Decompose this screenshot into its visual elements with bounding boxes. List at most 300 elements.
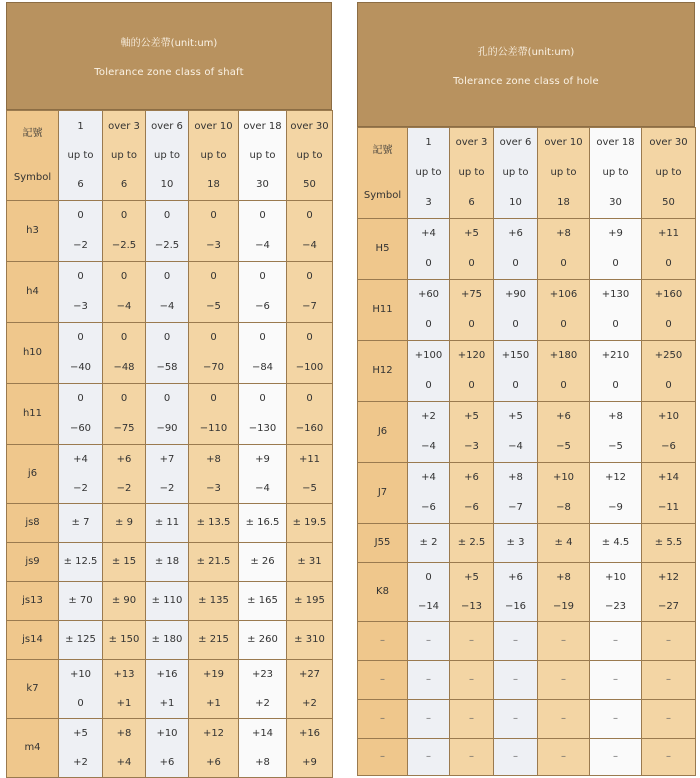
hole-tolerance-cell — [590, 700, 642, 739]
hole-symbol-cell-line: – — [380, 751, 385, 762]
hole-tolerance-cell-line: −9 — [608, 502, 623, 513]
shaft-tolerance-cell-line: 0 — [120, 271, 128, 282]
hole-tolerance-cell-line: +106 — [549, 289, 578, 300]
hole-tolerance-cell — [590, 219, 642, 280]
shaft-symbol-cell-line: h10 — [22, 347, 43, 358]
hole-tolerance-cell-line: +5 — [464, 411, 479, 422]
hole-size-range-header-line: up to — [415, 167, 442, 178]
shaft-tolerance-cell — [103, 323, 146, 384]
hole-tolerance-cell — [494, 563, 538, 622]
hole-tolerance-cell-line: −19 — [552, 601, 575, 612]
shaft-tolerance-cell-line: 0 — [163, 210, 171, 221]
shaft-symbol-cell — [7, 660, 59, 719]
shaft-tolerance-cell-line: +2 — [73, 757, 88, 768]
shaft-tolerance-cell-line: −4 — [159, 301, 175, 312]
hole-size-range-header — [642, 128, 696, 219]
hole-size-range-header — [408, 128, 450, 219]
hole-title-zh: 孔的公差帶(unit:um) — [477, 46, 575, 58]
hole-tolerance-cell-line: – — [469, 635, 474, 646]
shaft-tolerance-cell — [146, 543, 189, 582]
hole-tolerance-cell-line: +5 — [464, 228, 479, 239]
hole-size-range-header-line: 6 — [468, 197, 475, 208]
shaft-tolerance-cell — [59, 719, 103, 778]
shaft-tolerance-cell — [239, 384, 287, 445]
hole-symbol-cell-line: J7 — [377, 487, 388, 498]
hole-tolerance-panel — [357, 2, 695, 776]
shaft-tolerance-cell-line: +4 — [73, 454, 88, 465]
hole-tolerance-cell-line: +5 — [464, 572, 479, 583]
shaft-tolerance-cell — [239, 582, 287, 621]
hole-tolerance-table — [357, 127, 696, 776]
shaft-symbol-cell — [7, 384, 59, 445]
shaft-tolerance-cell-line: +6 — [206, 757, 221, 768]
shaft-symbol-cell — [7, 543, 59, 582]
shaft-symbol-cell-line: js9 — [25, 556, 40, 567]
shaft-tolerance-cell-line: +27 — [298, 669, 321, 680]
hole-tolerance-cell — [494, 622, 538, 661]
hole-tolerance-cell — [590, 563, 642, 622]
hole-size-range-header-line: 3 — [425, 197, 432, 208]
hole-tolerance-cell — [494, 700, 538, 739]
hole-tolerance-cell — [590, 524, 642, 563]
shaft-tolerance-cell-line: −75 — [113, 423, 135, 434]
hole-tolerance-cell — [494, 524, 538, 563]
shaft-tolerance-cell-line: ± 70 — [68, 595, 93, 606]
shaft-tolerance-cell-line: ± 215 — [198, 634, 229, 645]
shaft-tolerance-cell-line: −70 — [202, 362, 225, 373]
hole-size-range-header — [590, 128, 642, 219]
hole-tolerance-cell — [408, 280, 450, 341]
hole-table-header — [357, 2, 695, 127]
hole-tolerance-cell-line: – — [426, 751, 431, 762]
shaft-tolerance-cell-line: 0 — [306, 271, 313, 282]
hole-tolerance-cell — [450, 622, 494, 661]
shaft-tolerance-cell-line: +8 — [206, 454, 221, 465]
hole-tolerance-cell-line: −14 — [417, 601, 440, 612]
hole-tolerance-cell-line: −8 — [556, 502, 571, 513]
shaft-tolerance-cell — [287, 262, 333, 323]
table-row — [7, 445, 333, 504]
hole-tolerance-cell-line: +6 — [556, 411, 571, 422]
hole-size-range-header — [494, 128, 538, 219]
hole-size-range-header-line: 10 — [509, 197, 522, 208]
hole-tolerance-cell — [408, 402, 450, 463]
hole-symbol-cell-line: H11 — [372, 304, 393, 315]
hole-tolerance-cell — [408, 622, 450, 661]
hole-tolerance-cell-line: 0 — [512, 380, 519, 391]
shaft-tolerance-cell-line: −2 — [73, 483, 88, 494]
hole-tolerance-cell — [450, 219, 494, 280]
hole-tolerance-cell-line: 0 — [512, 319, 519, 330]
hole-tolerance-cell — [450, 463, 494, 524]
shaft-tolerance-cell-line: −48 — [113, 362, 135, 373]
shaft-size-range-header — [103, 111, 146, 201]
hole-tolerance-cell-line: – — [666, 674, 671, 685]
hole-tolerance-cell-line: −3 — [464, 441, 479, 452]
hole-tolerance-cell-line: 0 — [665, 258, 672, 269]
hole-tolerance-cell-line: +150 — [501, 350, 530, 361]
shaft-tolerance-cell — [287, 543, 333, 582]
shaft-tolerance-cell — [287, 323, 333, 384]
hole-column-header-row — [358, 128, 696, 219]
hole-symbol-cell-line: J6 — [377, 426, 388, 437]
shaft-tolerance-cell-line: 0 — [120, 210, 128, 221]
hole-tolerance-cell — [538, 402, 590, 463]
shaft-tolerance-cell-line: 0 — [77, 210, 84, 221]
hole-tolerance-cell — [494, 402, 538, 463]
hole-tolerance-cell — [590, 661, 642, 700]
hole-tolerance-cell-line: ± 2 — [419, 537, 438, 548]
hole-tolerance-cell — [450, 563, 494, 622]
shaft-tolerance-cell-line: −2 — [159, 483, 175, 494]
shaft-tolerance-cell-line: ± 7 — [71, 517, 90, 528]
shaft-tolerance-cell — [239, 621, 287, 660]
hole-tolerance-cell — [538, 700, 590, 739]
shaft-tolerance-cell-line: 0 — [259, 332, 266, 343]
hole-tolerance-cell-line: −13 — [460, 601, 483, 612]
hole-tolerance-cell-line: −6 — [464, 502, 479, 513]
shaft-tolerance-cell — [146, 262, 189, 323]
shaft-tolerance-cell-line: −2.5 — [111, 240, 137, 251]
shaft-tolerance-cell-line: +16 — [156, 669, 178, 680]
shaft-tolerance-cell — [59, 262, 103, 323]
hole-tolerance-cell-line: ± 2.5 — [457, 537, 486, 548]
hole-tolerance-cell — [538, 563, 590, 622]
shaft-symbol-header — [7, 111, 59, 201]
table-row — [7, 201, 333, 262]
hole-tolerance-cell — [494, 661, 538, 700]
hole-tolerance-cell-line: +4 — [421, 472, 436, 483]
hole-tolerance-cell — [494, 341, 538, 402]
hole-tolerance-cell-line: ± 4 — [554, 537, 573, 548]
hole-tolerance-cell-line: +9 — [608, 228, 623, 239]
shaft-size-range-header-line: over 10 — [194, 121, 233, 132]
shaft-tolerance-cell-line: +10 — [69, 669, 92, 680]
hole-tolerance-cell — [642, 739, 696, 776]
table-row — [7, 582, 333, 621]
hole-tolerance-cell-line: 0 — [425, 572, 432, 583]
table-row — [7, 504, 333, 543]
shaft-symbol-cell — [7, 719, 59, 778]
shaft-tolerance-cell — [287, 445, 333, 504]
shaft-symbol-cell-line: js8 — [25, 517, 40, 528]
hole-size-range-header — [538, 128, 590, 219]
hole-size-range-header-line: up to — [602, 167, 629, 178]
table-row — [358, 341, 696, 402]
hole-tolerance-cell-line: ± 4.5 — [601, 537, 630, 548]
hole-tolerance-cell-line: – — [513, 635, 518, 646]
shaft-size-range-header-line: 10 — [160, 179, 174, 190]
shaft-size-range-header-line: 18 — [207, 179, 220, 190]
shaft-tolerance-cell-line: +11 — [298, 454, 321, 465]
hole-tolerance-cell — [408, 524, 450, 563]
hole-symbol-cell-line: – — [380, 713, 385, 724]
shaft-tolerance-cell-line: 0 — [163, 332, 171, 343]
shaft-tolerance-cell-line: −40 — [69, 362, 92, 373]
hole-tolerance-cell-line: +160 — [654, 289, 683, 300]
shaft-symbol-header-line: Symbol — [13, 171, 52, 183]
hole-tolerance-cell — [450, 524, 494, 563]
hole-size-range-header — [450, 128, 494, 219]
hole-tolerance-cell-line: +100 — [414, 350, 443, 361]
hole-tolerance-cell-line: +75 — [460, 289, 483, 300]
shaft-tolerance-cell — [239, 504, 287, 543]
shaft-tolerance-cell — [146, 323, 189, 384]
shaft-size-range-header — [59, 111, 103, 201]
hole-tolerance-cell-line: +2 — [421, 411, 436, 422]
shaft-size-range-header-line: 50 — [303, 179, 316, 190]
hole-tolerance-cell-line: −6 — [661, 441, 676, 452]
hole-tolerance-cell-line: +8 — [508, 472, 523, 483]
shaft-tolerance-cell-line: +2 — [255, 698, 270, 709]
hole-size-range-header-line: over 3 — [455, 137, 488, 148]
hole-tolerance-cell-line: +130 — [601, 289, 630, 300]
shaft-tolerance-cell — [59, 582, 103, 621]
hole-tolerance-cell-line: +5 — [508, 411, 523, 422]
hole-tolerance-cell — [642, 524, 696, 563]
hole-tolerance-cell-line: 0 — [560, 258, 567, 269]
hole-tolerance-cell-line: +210 — [601, 350, 630, 361]
hole-tolerance-cell — [450, 700, 494, 739]
shaft-tolerance-cell-line: ± 12.5 — [63, 556, 98, 567]
hole-symbol-header-line: 記號 — [372, 145, 393, 156]
hole-tolerance-cell-line: – — [666, 635, 671, 646]
shaft-tolerance-cell-line: 0 — [77, 332, 84, 343]
shaft-tolerance-cell-line: +5 — [73, 728, 88, 739]
hole-size-range-header-line: over 30 — [649, 137, 688, 148]
shaft-tolerance-cell — [103, 621, 146, 660]
hole-tolerance-cell — [642, 280, 696, 341]
shaft-tolerance-cell — [189, 201, 239, 262]
shaft-tolerance-cell — [239, 543, 287, 582]
shaft-symbol-cell-line: h4 — [26, 286, 39, 297]
hole-size-range-header-line: up to — [502, 167, 529, 178]
hole-tolerance-cell — [642, 402, 696, 463]
shaft-tolerance-cell — [103, 543, 146, 582]
hole-tolerance-cell-line: +14 — [657, 472, 680, 483]
shaft-tolerance-cell — [189, 504, 239, 543]
hole-tolerance-cell — [494, 219, 538, 280]
shaft-tolerance-cell-line: −110 — [199, 423, 228, 434]
hole-tolerance-cell-line: – — [426, 635, 431, 646]
shaft-tolerance-cell-line: ± 260 — [247, 634, 278, 645]
hole-tolerance-cell-line: −5 — [608, 441, 623, 452]
hole-tolerance-cell-line: 0 — [512, 258, 519, 269]
hole-tolerance-cell-line: 0 — [425, 258, 432, 269]
shaft-tolerance-cell — [239, 323, 287, 384]
shaft-size-range-header-line: up to — [111, 150, 137, 161]
hole-tolerance-cell — [408, 700, 450, 739]
shaft-tolerance-cell-line: +14 — [251, 728, 274, 739]
hole-tolerance-cell-line: −6 — [421, 502, 436, 513]
shaft-symbol-cell-line: h11 — [22, 408, 43, 419]
shaft-tolerance-cell — [146, 719, 189, 778]
shaft-symbol-cell — [7, 201, 59, 262]
shaft-tolerance-cell — [239, 719, 287, 778]
shaft-tolerance-cell — [146, 384, 189, 445]
shaft-tolerance-cell-line: +4 — [116, 757, 132, 768]
hole-symbol-header-line: Symbol — [363, 190, 402, 201]
hole-tolerance-cell-line: 0 — [468, 258, 475, 269]
hole-tolerance-cell-line: 0 — [612, 319, 619, 330]
table-row — [358, 700, 696, 739]
shaft-tolerance-panel — [6, 2, 332, 778]
shaft-tolerance-cell — [103, 262, 146, 323]
shaft-tolerance-cell — [103, 504, 146, 543]
table-row — [358, 739, 696, 776]
hole-symbol-cell — [358, 622, 408, 661]
shaft-tolerance-cell-line: −60 — [69, 423, 92, 434]
shaft-tolerance-cell-line: 0 — [259, 210, 266, 221]
shaft-tolerance-cell-line: ± 135 — [198, 595, 229, 606]
shaft-tolerance-cell-line: +1 — [116, 698, 132, 709]
shaft-symbol-cell — [7, 262, 59, 323]
shaft-tolerance-cell-line: −100 — [295, 362, 324, 373]
shaft-symbol-cell-line: m4 — [24, 742, 41, 753]
hole-tolerance-cell — [408, 341, 450, 402]
hole-tolerance-cell — [408, 739, 450, 776]
hole-tolerance-cell — [538, 280, 590, 341]
shaft-tolerance-cell — [189, 621, 239, 660]
hole-tolerance-cell-line: +10 — [657, 411, 680, 422]
shaft-tolerance-cell-line: ± 180 — [151, 634, 183, 645]
shaft-tolerance-cell-line: −130 — [248, 423, 277, 434]
shaft-symbol-cell — [7, 445, 59, 504]
shaft-tolerance-cell-line: 0 — [77, 393, 84, 404]
table-row — [7, 323, 333, 384]
shaft-tolerance-cell-line: +8 — [116, 728, 132, 739]
shaft-tolerance-cell-line: ± 11 — [154, 517, 180, 528]
shaft-tolerance-cell — [239, 262, 287, 323]
hole-title-en: Tolerance zone class of hole — [453, 75, 599, 87]
shaft-tolerance-cell — [59, 504, 103, 543]
hole-tolerance-cell-line: – — [613, 635, 618, 646]
hole-size-range-header-line: 50 — [662, 197, 675, 208]
hole-symbol-cell — [358, 700, 408, 739]
hole-tolerance-cell — [450, 661, 494, 700]
shaft-tolerance-cell-line: 0 — [306, 332, 313, 343]
hole-tolerance-cell — [642, 341, 696, 402]
hole-tolerance-cell-line: −4 — [508, 441, 523, 452]
table-row — [7, 719, 333, 778]
shaft-tolerance-cell — [189, 262, 239, 323]
shaft-tolerance-cell — [287, 504, 333, 543]
shaft-tolerance-cell-line: −90 — [156, 423, 178, 434]
shaft-tolerance-cell-line: +13 — [113, 669, 135, 680]
shaft-tolerance-cell-line: ± 165 — [247, 595, 278, 606]
hole-tolerance-cell-line: 0 — [665, 319, 672, 330]
hole-tolerance-cell-line: – — [469, 674, 474, 685]
hole-tolerance-cell-line: 0 — [425, 380, 432, 391]
table-row — [358, 622, 696, 661]
hole-tolerance-cell — [590, 280, 642, 341]
shaft-symbol-cell-line: js14 — [22, 634, 43, 645]
hole-tolerance-cell-line: – — [513, 713, 518, 724]
shaft-size-range-header-line: 6 — [120, 179, 128, 190]
hole-tolerance-cell-line: ± 5.5 — [654, 537, 683, 548]
shaft-size-range-header-line: 1 — [77, 121, 84, 132]
shaft-tolerance-cell-line: −4 — [255, 240, 270, 251]
hole-tolerance-cell — [642, 700, 696, 739]
hole-tolerance-cell — [450, 280, 494, 341]
shaft-tolerance-cell-line: −7 — [302, 301, 317, 312]
shaft-tolerance-cell-line: 0 — [120, 332, 128, 343]
shaft-tolerance-cell — [59, 621, 103, 660]
hole-tolerance-cell-line: +250 — [654, 350, 683, 361]
shaft-tolerance-cell-line: 0 — [259, 271, 266, 282]
hole-tolerance-cell-line: +12 — [604, 472, 627, 483]
shaft-size-range-header-line: over 18 — [243, 121, 282, 132]
hole-tolerance-cell-line: +10 — [552, 472, 575, 483]
shaft-tolerance-cell-line: −4 — [302, 240, 317, 251]
hole-tolerance-cell-line: – — [561, 751, 566, 762]
shaft-tolerance-cell — [59, 543, 103, 582]
shaft-size-range-header-line: over 3 — [108, 121, 140, 132]
hole-tolerance-cell-line: – — [469, 751, 474, 762]
hole-symbol-cell — [358, 661, 408, 700]
hole-symbol-cell — [358, 739, 408, 776]
hole-tolerance-cell — [590, 402, 642, 463]
hole-tolerance-cell-line: +90 — [504, 289, 527, 300]
shaft-tolerance-cell — [103, 660, 146, 719]
shaft-tolerance-cell — [287, 384, 333, 445]
shaft-tolerance-cell-line: ± 110 — [151, 595, 183, 606]
shaft-tolerance-cell-line: 0 — [210, 332, 217, 343]
shaft-tolerance-cell-line: ± 31 — [297, 556, 322, 567]
shaft-tolerance-cell-line: 0 — [259, 393, 266, 404]
shaft-size-range-header-line: over 30 — [290, 121, 329, 132]
hole-tolerance-cell-line: – — [513, 751, 518, 762]
hole-tolerance-cell-line: +8 — [608, 411, 623, 422]
hole-symbol-cell — [358, 563, 408, 622]
hole-tolerance-cell-line: +180 — [549, 350, 578, 361]
shaft-tolerance-cell-line: ± 13.5 — [196, 517, 231, 528]
shaft-column-header-row — [7, 111, 333, 201]
shaft-tolerance-cell-line: ± 15 — [111, 556, 137, 567]
hole-symbol-cell-line: K8 — [376, 586, 389, 597]
hole-tolerance-cell — [408, 563, 450, 622]
hole-tolerance-cell-line: −7 — [508, 502, 523, 513]
shaft-tolerance-cell — [287, 621, 333, 660]
shaft-tolerance-cell-line: +9 — [255, 454, 270, 465]
shaft-tolerance-cell-line: +16 — [298, 728, 321, 739]
hole-tolerance-cell-line: – — [613, 713, 618, 724]
shaft-symbol-cell-line: j6 — [27, 468, 38, 479]
shaft-tolerance-cell-line: −2.5 — [154, 240, 180, 251]
hole-tolerance-cell — [450, 739, 494, 776]
shaft-tolerance-cell — [239, 201, 287, 262]
shaft-tolerance-cell — [287, 201, 333, 262]
shaft-tolerance-cell — [146, 445, 189, 504]
hole-tolerance-cell-line: −11 — [657, 502, 680, 513]
table-row — [7, 543, 333, 582]
shaft-tolerance-cell-line: ± 310 — [294, 634, 325, 645]
shaft-tolerance-cell — [103, 445, 146, 504]
shaft-tolerance-cell-line: −5 — [206, 301, 221, 312]
shaft-tolerance-cell-line: −2 — [116, 483, 132, 494]
shaft-tolerance-cell-line: +1 — [206, 698, 221, 709]
hole-symbol-cell — [358, 463, 408, 524]
hole-size-range-header-line: up to — [655, 167, 682, 178]
hole-tolerance-cell-line: +6 — [508, 572, 523, 583]
shaft-tolerance-table — [6, 110, 333, 778]
shaft-tolerance-cell-line: ± 19.5 — [292, 517, 327, 528]
shaft-tolerance-cell — [103, 384, 146, 445]
shaft-tolerance-cell-line: 0 — [120, 393, 128, 404]
shaft-tolerance-cell-line: ± 21.5 — [196, 556, 231, 567]
hole-symbol-header — [358, 128, 408, 219]
hole-tolerance-cell-line: −27 — [657, 601, 680, 612]
